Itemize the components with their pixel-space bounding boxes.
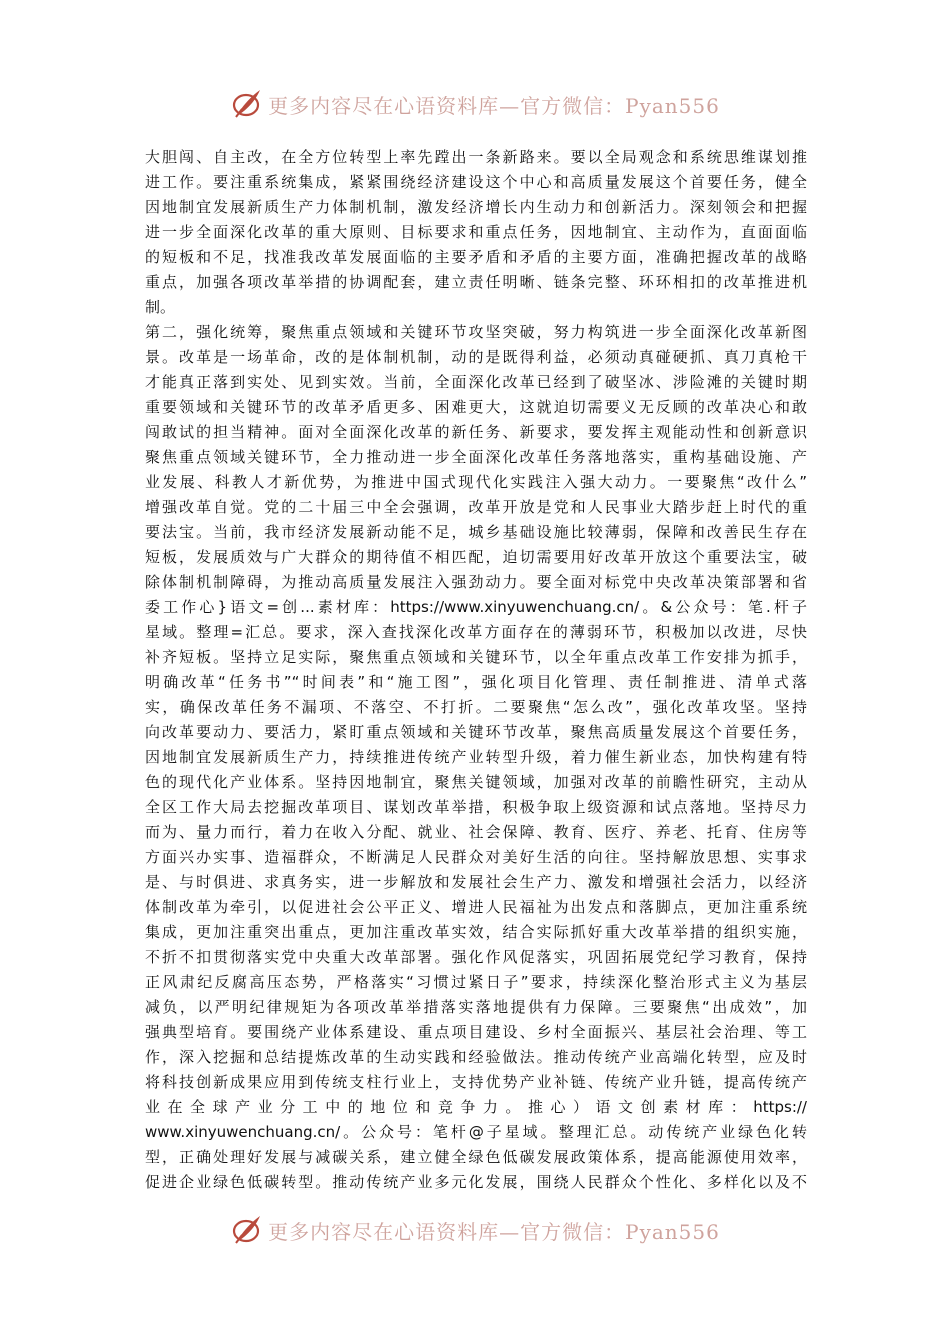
text-line: 才能真正落到实处、见到实效。当前，全面深化改革已经到了破坚冰、涉险滩的关键时期	[145, 373, 807, 391]
text-line: 业发展、科教人才新优势，为推进中国式现代化实践注入强大动力。一要聚焦“改什么”	[145, 473, 807, 491]
text-line: 将科技创新成果应用到传统支柱行业上，支持优势产业补链、传统产业升链，提高传统产	[145, 1073, 807, 1091]
text-line: 补齐短板。坚持立足实际，聚焦重点领域和关键环节，以全年重点改革工作安排为抓手，	[145, 648, 807, 666]
text-line: 体制改革为牵引，以促进社会公平正义、增进人民福祉为出发点和落脚点，更加注重系统	[145, 898, 807, 916]
text-line: 景。改革是一场革命，改的是体制机制，动的是既得利益，必须动真碰硬抓、真刀真枪干	[145, 348, 807, 366]
text-line: 方面兴办实事、造福群众，不断满足人民群众对美好生活的向往。坚持解放思想、实事求	[145, 848, 807, 866]
text-line: 全区工作大局去挖掘改革项目、谋划改革举措，积极争取上级资源和试点落地。坚持尽力	[145, 798, 807, 816]
text-line: 型，正确处理好发展与减碳关系，建立健全绿色低碳发展政策体系，提高能源使用效率，	[145, 1148, 807, 1166]
text-line: 增强改革自觉。党的二十届三中全会强调，改革开放是党和人民事业大踏步赶上时代的重	[145, 498, 807, 516]
text-line: 除体制机制障碍，为推动高质量发展注入强劲动力。要全面对标党中央改革决策部署和省	[145, 573, 807, 591]
text-line: 重点，加强各项改革举措的协调配套，建立责任明晰、链条完整、环环相扣的改革推进机	[145, 273, 807, 291]
text-line: 集成，更加注重突出重点，更加注重改革实效，结合实际抓好重大改革举措的组织实施，	[145, 923, 807, 941]
text-line: 业在全球产业分工中的地位和竞争力。推心）语文创素材库：https://	[145, 1098, 807, 1116]
text-line: 是、与时俱进、求真务实，进一步解放和发展社会生产力、激发和增强社会活力，以经济	[145, 873, 807, 891]
text-line: 要法宝。当前，我市经济发展新动能不足，城乡基础设施比较薄弱，保障和改善民生存在	[145, 523, 807, 541]
text-line: 因地制宜发展新质生产力，持续推进传统产业转型升级，着力催生新业态，加快构建有特	[145, 748, 807, 766]
text-line: 不折不扣贯彻落实党中央重大改革部署。强化作风促落实，巩固拓展党纪学习教育，保持	[145, 948, 807, 966]
document-body	[145, 145, 807, 1195]
text-line: 向改革要动力、要活力，紧盯重点领域和关键环节改革，聚焦高质量发展这个首要任务，	[145, 723, 807, 741]
text-line: 闯敢试的担当精神。面对全面深化改革的新任务、新要求，要发挥主观能动性和创新意识	[145, 423, 807, 441]
text-line: 而为、量力而行，着力在收入分配、就业、社会保障、教育、医疗、养老、托育、住房等	[145, 823, 807, 841]
text-line: 重要领域和关键环节的改革矛盾更多、困难更大，这就迫切需要义无反顾的改革决心和敢	[145, 398, 807, 416]
paragraph-2	[145, 320, 807, 1195]
footer-banner-text: 更多内容尽在心语资料库—官方微信：Pyan556	[268, 1219, 720, 1244]
text-line: 实，确保改革任务不漏项、不落空、不打折。二要聚焦“怎么改”，强化改革攻坚。坚持	[145, 698, 807, 716]
text-line: 作，深入挖掘和总结提炼改革的生动实践和经验做法。推动传统产业高端化转型，应及时	[145, 1048, 807, 1066]
text-line: 进一步全面深化改革的重大原则、目标要求和重点任务，因地制宜、主动作为，直面面临	[145, 223, 807, 241]
text-line: 聚焦重点领域关键环节，全力推动进一步全面深化改革任务落地落实，重构基础设施、产	[145, 448, 807, 466]
text-line: 进工作。要注重系统集成，紧紧围绕经济建设这个中心和高质量发展这个首要任务，健全	[145, 173, 807, 191]
text-line: 色的现代化产业体系。坚持因地制宜，聚焦关键领域，加强对改革的前瞻性研究，主动从	[145, 773, 807, 791]
text-line: www.xinyuwenchuang.cn/。公众号：笔杆@子星域。整理汇总。动传统产业绿色化转	[145, 1123, 807, 1141]
text-line: 减负，以严明纪律规矩为各项改革举措落实落地提供有力保障。三要聚焦“出成效”，加	[145, 998, 807, 1016]
text-line: 大胆闯、自主改，在全方位转型上率先蹚出一条新路来。要以全局观念和系统思维谋划推	[145, 148, 807, 166]
header-banner-text: 更多内容尽在心语资料库—官方微信：Pyan556	[268, 93, 720, 118]
header-watermark-banner	[0, 84, 950, 124]
feather-pen-logo-icon	[230, 87, 264, 121]
text-line: 的短板和不足，找准我改革发展面临的主要矛盾和矛盾的主要方面，准确把握改革的战略	[145, 248, 807, 266]
text-line: 明确改革“任务书”“时间表”和“施工图”，强化项目化管理、责任制推进、清单式落	[145, 673, 807, 691]
text-line: 星域。整理=汇总。要求，深入查找深化改革方面存在的薄弱环节，积极加以改进，尽快	[145, 623, 807, 641]
footer-watermark-banner	[0, 1210, 950, 1250]
text-line: 强典型培育。要围绕产业体系建设、重点项目建设、乡村全面振兴、基层社会治理、等工	[145, 1023, 807, 1041]
feather-pen-logo-icon	[230, 1213, 264, 1247]
text-line: 短板，发展质效与广大群众的期待值不相匹配，迫切需要用好改革开放这个重要法宝，破	[145, 548, 807, 566]
text-line: 制。	[145, 298, 176, 316]
paragraph-1	[145, 145, 807, 320]
text-line: 因地制宜发展新质生产力体制机制，激发经济增长内生动力和创新活力。深刻领会和把握	[145, 198, 807, 216]
text-line: 促进企业绿色低碳转型。推动传统产业多元化发展，围绕人民群众个性化、多样化以及不	[145, 1173, 807, 1191]
text-line: 第二，强化统筹，聚焦重点领域和关键环节攻坚突破，努力构筑进一步全面深化改革新图	[145, 323, 807, 341]
text-line: 正风肃纪反腐高压态势，严格落实“习惯过紧日子”要求，持续深化整治形式主义为基层	[145, 973, 807, 991]
text-line: 委工作心}语文=创...素材库：https://www.xinyuwenchuang.cn/。&公众号：笔.杆子	[145, 598, 807, 616]
